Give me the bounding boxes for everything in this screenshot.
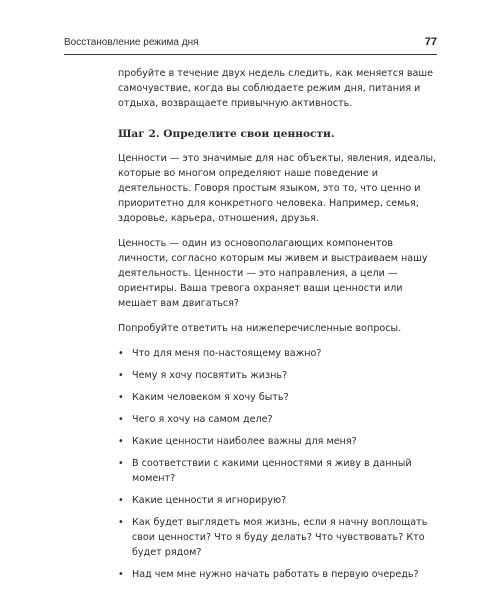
bullet-icon: • bbox=[118, 495, 124, 506]
bullet-icon: • bbox=[118, 414, 124, 425]
questions-list bbox=[118, 346, 438, 582]
bullet-icon: • bbox=[118, 458, 124, 469]
values-definition-paragraph: Ценности — это значимые для нас объекты, явления, идеалы, которые во многом определяют наше поведение и деятельность. Говоря простым языком, это то, что ценно и приоритетно для конкретного человека. Например, семья, здоровье, карьера, отношения, друзья. bbox=[118, 153, 437, 224]
question-text: Каким человеком я хочу быть? bbox=[132, 392, 289, 403]
question-text: Чего я хочу на самом деле? bbox=[132, 414, 273, 425]
question-text: Какие ценности наиболее важны для меня? bbox=[132, 436, 357, 447]
page-header bbox=[64, 36, 437, 55]
list-item bbox=[118, 368, 438, 383]
list-item bbox=[118, 346, 438, 361]
question-text: Над чем мне нужно начать работать в первую очередь? bbox=[132, 569, 419, 580]
list-item bbox=[118, 456, 438, 486]
running-title: Восстановление режима дня bbox=[64, 37, 199, 48]
bullet-icon: • bbox=[118, 436, 124, 447]
bullet-icon: • bbox=[118, 392, 124, 403]
list-item bbox=[118, 412, 438, 427]
question-text: Что для меня по-настоящему важно? bbox=[132, 348, 322, 359]
list-item bbox=[118, 390, 438, 405]
section-heading: Шаг 2. Определите свои ценности. bbox=[118, 128, 335, 140]
page-number: 77 bbox=[424, 36, 437, 48]
list-item bbox=[118, 567, 438, 582]
values-explanation-paragraph: Ценность — один из основополагающих компонентов личности, согласно которым мы живем и выстраиваем нашу деятельность. Ценности — это направления, а цели — ориентиры. Ваша тревога охраняет ваши ценности или мешает вам двигаться? bbox=[118, 238, 428, 309]
bullet-icon: • bbox=[118, 569, 124, 580]
list-item bbox=[118, 493, 438, 508]
questions-prompt: Попробуйте ответить на нижеперечисленные вопросы. bbox=[118, 323, 402, 334]
question-text: Чему я хочу посвятить жизнь? bbox=[132, 370, 288, 381]
bullet-icon: • bbox=[118, 348, 124, 359]
intro-paragraph: пробуйте в течение двух недель следить, как меняется ваше самочувствие, когда вы соблюдаете режим дня, питания и отдыха, возвращаете привычную активность. bbox=[118, 68, 434, 109]
question-text: Какие ценности я игнорирую? bbox=[132, 495, 287, 506]
page-content bbox=[118, 66, 438, 589]
question-text: В соответствии с какими ценностями я живу в данный момент? bbox=[132, 458, 412, 484]
book-page bbox=[64, 14, 438, 580]
list-item bbox=[118, 515, 438, 560]
bullet-icon: • bbox=[118, 517, 124, 528]
bullet-icon: • bbox=[118, 370, 124, 381]
list-item bbox=[118, 434, 438, 449]
question-text: Как будет выглядеть моя жизнь, если я начну воплощать свои ценности? Что я буду делать? Что чувствовать? Кто будет рядом? bbox=[132, 517, 428, 558]
